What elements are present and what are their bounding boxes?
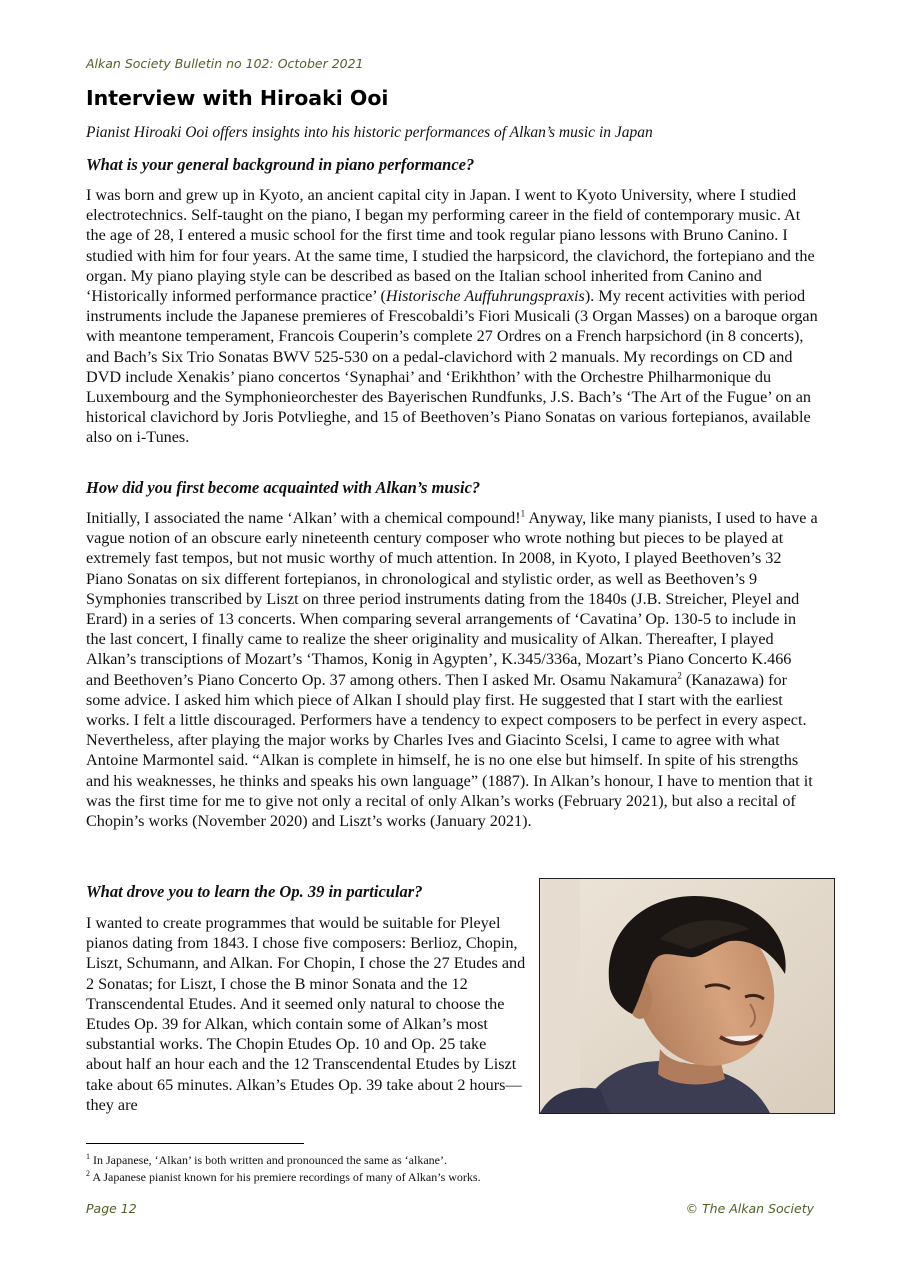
article-title: Interview with Hiroaki Ooi — [86, 86, 389, 110]
question-acquainted: How did you first become acquainted with Alkan’s music? — [86, 478, 481, 497]
footnote-ref-1[interactable]: 1 — [520, 508, 526, 519]
footnote-mark: 2 — [86, 1169, 90, 1178]
answer-text: I was born and grew up in Kyoto, an ancient capital city in Japan. I went to Kyoto University, where I studied electrotechnics. Self-taught on the piano, I began my performing career in the field of contemporary music. At the age of 28, I entered a music school for the first time and took regular piano lessons with Bruno Canino. I studied with him for four years. At the same time, I studied the harpsicord, the clavichord, the fortepiano and the organ. My piano playing style can be described as based on the Italian school inherited from Canino and ‘Historically informed performance practice’ ( — [86, 186, 815, 306]
footnote-divider — [86, 1143, 304, 1144]
footnote-1 — [86, 1153, 447, 1168]
question-background: What is your general background in piano performance? — [86, 155, 475, 174]
footnote-mark: 1 — [86, 1152, 90, 1161]
answer-background — [86, 185, 818, 448]
answer-text: ). My recent activities with period instruments include the Japanese premieres of Frescobaldi’s Fiori Musicali (3 Organ Masses) on a baroque organ with meantone temperament, Francois Couperin’s complete 27 Ordres on a French harpsichord (in 8 concerts), and Bach’s Six Trio Sonatas BWV 525-530 on a pedal-clavichord with 2 manuals. My recordings on CD and DVD include Xenakis’ piano concertos ‘Synaphai’ and ‘Erikhthon’ with the Orchestre Philharmonique du Luxembourg and the Symphonieorchester des Bayerischen Rundfunks, J.S. Bach’s ‘The Art of the Fugue’ on an historical clavichord by Joris Potvlieghe, and 15 of Beethoven’s Piano Sonatas on various fortepianos, available also on i-Tunes. — [86, 287, 818, 447]
copyright-notice: © The Alkan Society — [685, 1201, 814, 1216]
footnote-ref-2[interactable]: 2 — [677, 670, 682, 681]
answer-op39: I wanted to create programmes that would be suitable for Pleyel pianos dating from 1843. I chose five composers: Berlioz, Chopin, Liszt, Schumann, and Alkan. For Chopin, I chose the 27 Etudes and 2 Sonatas; for Liszt, I chose the B minor Sonata and the 12 Transcendental Etudes. And it seemed only natural to choose the Etudes Op. 39 for Alkan, which contain some of Alkan’s most substantial works. The Chopin Etudes Op. 10 and Op. 25 take about half an hour each and the 12 Transcendental Etudes by Liszt take about 65 minutes. Alkan’s Etudes Op. 39 take about 2 hours—they are — [86, 914, 526, 1114]
footnote-2 — [86, 1170, 481, 1185]
question-op39: What drove you to learn the Op. 39 in particular? — [86, 882, 423, 901]
answer-text: (Kanazawa) for some advice. I asked him which piece of Alkan I should play first. He suggested that I start with the earliest works. I felt a little discouraged. Performers have a tendency to expect composers to be perfect in every aspect. Nevertheless, after playing the major works by Charles Ives and Giacinto Scelsi, I came to agree with what Antoine Marmontel said. “Alkan is complete in himself, he is no one else but himself. In spite of his strengths and his weaknesses, he thinks and speaks his own language” (1887). In Alkan’s honour, I have to mention that it was the first time for me to give not only a recital of only Alkan’s works (February 2021), but also a recital of Chopin’s works (November 2020) and Liszt’s works (January 2021). — [86, 670, 813, 831]
page-number: Page 12 — [86, 1201, 137, 1216]
answer-acquainted — [86, 508, 818, 831]
running-head: Alkan Society Bulletin no 102: October 2021 — [86, 56, 364, 71]
article-subtitle: Pianist Hiroaki Ooi offers insights into his historic performances of Alkan’s music in Japan — [86, 124, 653, 141]
answer-text: Anyway, like many pianists, I used to have a vague notion of an obscure early nineteenth century composer who wrote nothing but pieces to be played at extremely fast tempos, but not music worthy of much attention. In 2008, in Kyoto, I played Beethoven’s 32 Piano Sonatas on six different fortepianos, in chronological and stylistic order, as well as Beethoven’s 9 Symphonies transcribed by Liszt on three period instruments dating from the 1840s (J.B. Streicher, Pleyel and Erard) in a series of 13 concerts. When comparing several arrangements of ‘Cavatina’ Op. 130-5 to include in the last concert, I finally came to realize the sheer originality and musicality of Alkan. Thereafter, I played Alkan’s transciptions of Mozart’s ‘Thamos, Konig in Agypten’, K.345/336a, Mozart’s Piano Concerto K.466 and Beethoven’s Piano Concerto Op. 37 among others. Then I asked Mr. Osamu Nakamura — [86, 509, 818, 689]
footnote-text: In Japanese, ‘Alkan’ is both written and pronounced the same as ‘alkane’. — [90, 1153, 447, 1167]
portrait-photo — [539, 878, 835, 1114]
footnote-text: A Japanese pianist known for his premiere recordings of many of Alkan’s works. — [90, 1170, 481, 1184]
answer-text: Initially, I associated the name ‘Alkan’ with a chemical compound! — [86, 509, 521, 527]
answer-emphasis: Historische Auffuhrungspraxis — [385, 287, 585, 306]
